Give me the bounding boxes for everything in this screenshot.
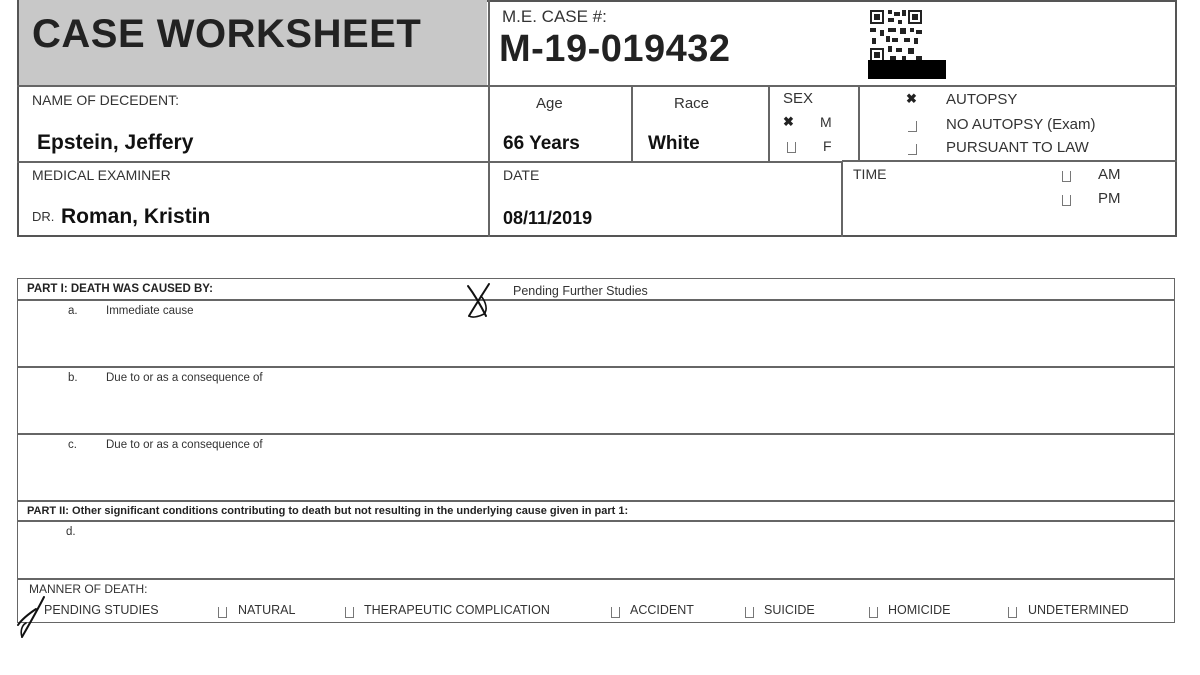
race-value: White [648, 133, 700, 154]
manner-pending-option: PENDING STUDIES [44, 603, 159, 617]
pursuant-option: PURSUANT TO LAW [946, 139, 1089, 156]
date-label: DATE [503, 167, 540, 183]
divider [768, 86, 770, 162]
autopsy-checkbox[interactable] [906, 90, 917, 108]
manner-accident-option: ACCIDENT [630, 603, 694, 617]
divider [17, 85, 1177, 87]
divider [17, 299, 1175, 301]
race-label: Race [674, 95, 710, 112]
examiner-label: MEDICAL EXAMINER [32, 167, 171, 183]
divider [17, 161, 842, 163]
pending-further-studies-option: Pending Further Studies [513, 284, 648, 298]
row-a-letter: a. [68, 305, 78, 317]
accident-checkbox[interactable] [611, 604, 620, 622]
suicide-checkbox[interactable] [745, 604, 754, 622]
divider [488, 0, 490, 237]
manner-natural-option: NATURAL [238, 603, 296, 617]
page-title: CASE WORKSHEET [32, 12, 422, 56]
decedent-name-label: NAME OF DECEDENT: [32, 92, 180, 108]
part1-heading: PART I: DEATH WAS CAUSED BY: [27, 283, 213, 295]
divider [17, 366, 1175, 368]
autopsy-option: AUTOPSY [946, 91, 1018, 108]
handwritten-check-icon[interactable] [462, 280, 496, 322]
sex-m-label: M [820, 114, 832, 130]
pursuant-checkbox[interactable] [908, 141, 917, 159]
sex-f-checkbox[interactable] [787, 139, 796, 157]
row-c-text: Due to or as a consequence of [106, 439, 263, 451]
row-b-letter: b. [68, 372, 78, 384]
divider [17, 500, 1175, 502]
examiner-prefix: DR. [32, 209, 55, 224]
homicide-checkbox[interactable] [869, 604, 878, 622]
divider [842, 160, 1177, 162]
manner-suicide-option: SUICIDE [764, 603, 815, 617]
manner-therapeutic-option: THERAPEUTIC COMPLICATION [364, 603, 550, 617]
pm-checkbox[interactable] [1062, 192, 1071, 210]
part2-heading: PART II: Other significant conditions contributing to death but not resulting in the underlying cause given in part 1: [27, 505, 629, 517]
check-mark-icon: ✖ [906, 91, 917, 106]
row-b-text: Due to or as a consequence of [106, 372, 263, 384]
examiner-name: Roman, Kristin [61, 205, 211, 228]
undetermined-checkbox[interactable] [1008, 604, 1017, 622]
sex-label: SEX [783, 90, 814, 107]
divider [631, 86, 633, 162]
divider [17, 578, 1175, 580]
sex-f-label: F [823, 138, 832, 154]
case-number: M-19-019432 [499, 28, 731, 70]
manner-homicide-option: HOMICIDE [888, 603, 951, 617]
therapeutic-checkbox[interactable] [345, 604, 354, 622]
row-a-text: Immediate cause [106, 305, 194, 317]
am-label: AM [1098, 166, 1121, 183]
divider [17, 520, 1175, 522]
row-d-letter: d. [66, 526, 76, 538]
time-label: TIME [853, 166, 887, 182]
redaction-bar [868, 60, 946, 79]
age-label: Age [536, 95, 563, 112]
check-mark-icon: ✖ [783, 114, 794, 129]
no-autopsy-option: NO AUTOPSY (Exam) [946, 116, 1096, 133]
natural-checkbox[interactable] [218, 604, 227, 622]
qr-code-icon [868, 8, 924, 64]
manner-heading: MANNER OF DEATH: [29, 582, 148, 596]
divider [858, 86, 860, 162]
manner-undetermined-option: UNDETERMINED [1028, 603, 1129, 617]
case-number-label: M.E. CASE #: [502, 7, 607, 26]
age-value: 66 Years [503, 133, 580, 154]
handwritten-check-icon[interactable] [14, 595, 48, 639]
sex-m-checkbox[interactable] [783, 113, 794, 131]
date-value: 08/11/2019 [503, 208, 593, 228]
row-c-letter: c. [68, 439, 77, 451]
divider [17, 433, 1175, 435]
decedent-name: Epstein, Jeffery [37, 131, 194, 154]
divider [841, 161, 843, 237]
no-autopsy-checkbox[interactable] [908, 118, 917, 136]
am-checkbox[interactable] [1062, 168, 1071, 186]
pm-label: PM [1098, 190, 1121, 207]
